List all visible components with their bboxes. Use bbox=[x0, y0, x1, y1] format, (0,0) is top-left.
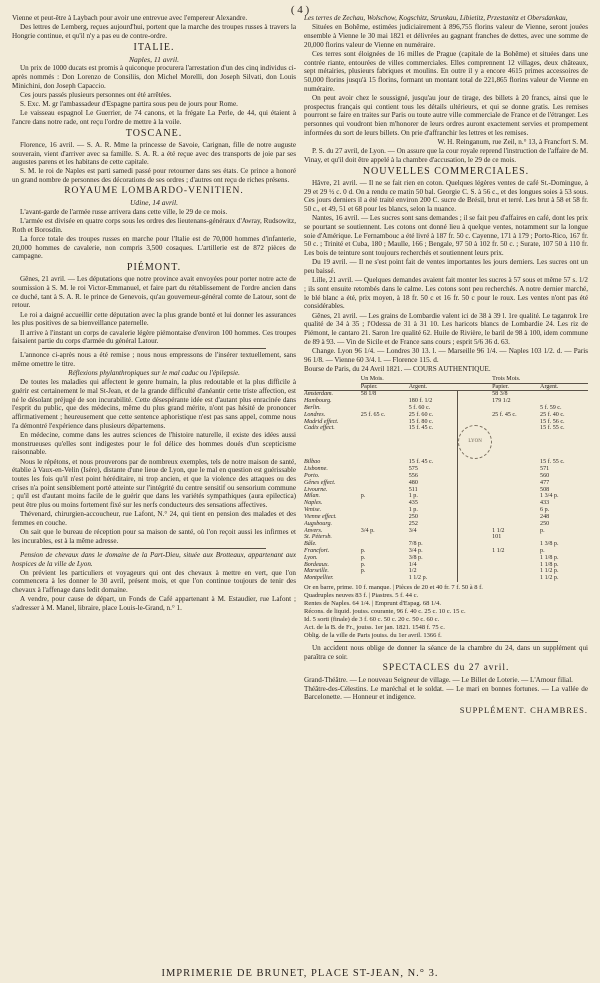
city: Livourne. bbox=[304, 486, 328, 493]
article-paragraph: Ces jours passés plusieurs personnes ont été arrêtées. bbox=[20, 90, 172, 99]
city: Bâle. bbox=[304, 541, 317, 548]
extra-rate-line: Oblig. de la ville de Paris jouiss. du 1er avril. 1366 f. bbox=[304, 631, 442, 639]
table-row bbox=[304, 473, 588, 480]
article-paragraph: L'armée est divisée en quatre corps sous les ordres des lieutenans-généraux d'Awray, Rudsowitz, Roth et Borosdin. bbox=[12, 216, 296, 234]
section-heading-spectacles: SPECTACLES du 27 avril. bbox=[382, 662, 510, 673]
city: Augsbourg. bbox=[304, 520, 333, 527]
article-paragraph: La force totale des troupes russes en marche pour l'Italie est de 70,000 hommes d'infanterie, 20,000 hommes de cavalerie, non compris 3,500 cosaques. L'artillerie est de 872 pièces de campagne. bbox=[12, 234, 296, 261]
papier-3m: 1 1/2 bbox=[492, 547, 505, 554]
lottery-paragraph: On peut avoir chez le soussigné, jusqu'au jour de tirage, des billets à 20 francs, ainsi que le prospectus français qui contient tous les détails ultérieurs, et qui se donne gratis. Les remises pourront se faire en traites sur Paris ou toute autre ville commerciale de France et de l'étranger. Les personnes qui voudront bien m'honorer de leurs ordres auront exactement servies et prompement informées du sort de leurs billets. On prie d'affranchir les lettres et les remises. bbox=[304, 93, 588, 137]
city: Berlin. bbox=[304, 404, 321, 411]
papier-1m: p. bbox=[360, 568, 366, 575]
supplement-notice: SUPPLÉMENT. CHAMBRES. bbox=[459, 705, 588, 716]
argent-3m: 1 3/4 p. bbox=[540, 493, 559, 500]
papier-1m bbox=[361, 500, 409, 507]
argent-3m: 560 bbox=[540, 473, 550, 480]
papier-1m bbox=[361, 425, 409, 459]
city: Venise. bbox=[304, 507, 322, 514]
spectacle-entry: Théâtre-des-Célestins. Le maréchal et le soldat. — Le mari en bonnes fortunes. — La vallée de Barcelonette. — Honneur et indigence. bbox=[304, 684, 588, 702]
col-papier: Papier. bbox=[361, 383, 409, 391]
argent-3m bbox=[540, 534, 588, 541]
commerce-paragraph: Nantes, 16 avril. — Les sucres sont sans demandes ; il se fait peu d'affaires en café, dont les prix se pourtant se soutiennent. Les cotons ont donné lieu à quelque ventes, notamment sur la longue soie d'Amérique. Le Fernambouc a été livré à 187 fr. 50 c. Cayenne, 171 à 179 ; Porto-Rico, 167 fr. 50 c. ; Trinité et Cuba, 180 ; Maulle, 166 ; Bengale, 97 50 à 102 fr. 50 c. ; Surate, 107 50 à 110 fr. Les bois de teinture sont toujours recherchés et soutiennent leurs prix. bbox=[304, 214, 588, 258]
stamp-cell bbox=[458, 412, 493, 419]
argent-1m: 25 f. 60 c. bbox=[408, 411, 434, 418]
table-row bbox=[304, 555, 588, 562]
argent-1m: 1 p. bbox=[408, 493, 418, 500]
papier-1m bbox=[361, 466, 409, 473]
stamp-cell bbox=[458, 528, 493, 535]
argent-3m: 6 p. bbox=[540, 507, 550, 514]
argent-3m: 477 bbox=[540, 479, 550, 486]
city: Bilbao bbox=[304, 459, 321, 466]
stamp-cell bbox=[458, 548, 493, 555]
change-paragraph: Change. Lyon 96 1/4. — Londres 30 13. l. — Marseille 96 1/4. — Naples 103 1/2. d. — Paris 96 1/8. — Vienne 60 3/4. l. — Florence 115. d. bbox=[304, 347, 588, 364]
pension-title: Pension de chevaux dans le domaine de la Part-Dieu, située aux Brotteaux, appartenant aux hospices de la ville de Lyon. bbox=[12, 550, 296, 568]
table-row bbox=[304, 398, 588, 405]
city: Cadix effect. bbox=[304, 425, 335, 432]
papier-3m bbox=[492, 514, 540, 521]
table-row bbox=[304, 534, 588, 541]
argent-3m bbox=[540, 391, 588, 398]
papier-1m: 58 1/8 bbox=[360, 391, 377, 398]
papier-1m bbox=[361, 480, 409, 487]
argent-3m: 248 bbox=[540, 513, 550, 520]
col-argent: Argent. bbox=[409, 383, 458, 391]
argent-3m: 571 bbox=[540, 466, 550, 473]
papier-1m: p. bbox=[360, 547, 366, 554]
table-row bbox=[304, 514, 588, 521]
page-number: ( 4 ) bbox=[290, 4, 310, 16]
papier-3m bbox=[492, 521, 540, 528]
papier-3m bbox=[492, 466, 540, 473]
argent-3m: 5 f. 59 c. bbox=[540, 404, 562, 411]
argent-1m: 435 bbox=[408, 500, 418, 507]
commerce-paragraph: Hâvre, 21 avril. — Il ne se fait rien en coton. Quelques légères ventes de café St.-Domingue, à 29 et 29 ½ c. 0 d. On a rendu ce matin 50 bal. Georgie C. S. à 56 c., et des longues soies à 53 sous. Ces jours derniers il a été traité environ 200 C. sucre de Brésil, brut et terré. Les brut à 58 et 58 fr. 50 c., et 49, 51 et 68 pour les blancs, selon la nuance. bbox=[304, 178, 588, 214]
table-row bbox=[304, 541, 588, 548]
table-row bbox=[304, 500, 588, 507]
divider bbox=[334, 641, 558, 642]
table-row bbox=[304, 568, 588, 575]
pension-paragraph: A vendre, pour cause de départ, un Fonds de Café appartenant à M. Estaudier, rue Lafont ; s'adresser à M. Manel, libraire, place Louis-le-Grand, n.° 1. bbox=[12, 595, 296, 613]
article-paragraph: Un prix de 1000 ducats est promis à quiconque procurera l'arrestation d'un des cinq individus ci-après nommés : Don Lorenzo de Consiliis, don Michel Morelli, don Joseph Silvati, don Louis Minichini, don Joseph Capaccio. bbox=[12, 64, 296, 90]
table-row bbox=[304, 405, 588, 412]
divider bbox=[42, 548, 266, 549]
city: Gênes effect. bbox=[304, 479, 336, 486]
intro-paragraph: Vienne et peut-être à Laybach pour avoir une entrevue avec l'empereur Alexandre. bbox=[12, 14, 248, 22]
stamp-cell bbox=[458, 473, 493, 480]
accident-paragraph: Un accident nous oblige de donner la séance de la chambre du 24, dans un supplément qui paraîtra ce soir. bbox=[304, 644, 588, 662]
argent-1m: 1 p. bbox=[408, 507, 418, 514]
table-row bbox=[304, 466, 588, 473]
papier-1m bbox=[361, 405, 409, 412]
argent-1m: 556 bbox=[408, 473, 418, 480]
stamp-cell bbox=[458, 514, 493, 521]
papier-1m: p. bbox=[360, 561, 366, 568]
argent-1m: 3/8 p. bbox=[408, 554, 423, 561]
papier-1m bbox=[361, 521, 409, 528]
argent-3m bbox=[540, 398, 588, 405]
annonce-title: Réflexions phylanthropiques sur le mal caduc ou l'épilepsie. bbox=[68, 368, 240, 377]
city: St. Pétersb. bbox=[304, 534, 332, 541]
city: Lisbonne. bbox=[304, 466, 328, 473]
stamp-cell bbox=[458, 568, 493, 575]
divider bbox=[42, 348, 266, 349]
extra-rates bbox=[304, 584, 588, 639]
city: Porto. bbox=[304, 473, 320, 480]
papier-1m: p. bbox=[360, 554, 366, 561]
city: Naples. bbox=[304, 500, 323, 507]
stamp-cell bbox=[458, 562, 493, 569]
table-row bbox=[304, 548, 588, 555]
bourse-line: Bourse de Paris, du 24 Avril 1821. — COURS AUTHENTIQUE. bbox=[304, 365, 491, 373]
stamp-cell bbox=[458, 555, 493, 562]
exchange-rates-body bbox=[304, 391, 588, 582]
annonce-paragraph: On sait que le bureau de réception pour sa maison de santé, où l'on reçoit aussi les infirmes et les incurables, est à la même adresse. bbox=[12, 528, 296, 546]
argent-3m: 508 bbox=[540, 486, 550, 493]
extra-rate-line: Rentes de Naples. 64 1/4. | Emprunt d'Espag. 68 1/4. bbox=[304, 599, 441, 607]
papier-3m: 1 1/2 bbox=[492, 527, 505, 534]
stamp-cell bbox=[458, 405, 493, 412]
section-heading-lombard: ROYAUME LOMBARDO-VENITIEN. bbox=[64, 185, 244, 196]
stamp-cell bbox=[458, 541, 493, 548]
stamp-cell bbox=[458, 425, 493, 459]
city: Londres. bbox=[304, 411, 326, 418]
right-column bbox=[304, 14, 588, 932]
papier-1m bbox=[361, 514, 409, 521]
argent-3m: 15 f. 55 c. bbox=[540, 459, 565, 466]
city: Lyon. bbox=[304, 554, 318, 561]
city: Bordeaux. bbox=[304, 561, 329, 568]
argent-3m: 15 f. 55 c. bbox=[540, 425, 565, 432]
papier-1m bbox=[361, 507, 409, 514]
argent-3m: 1 1/8 p. bbox=[540, 561, 559, 568]
stamp-cell bbox=[458, 500, 493, 507]
section-heading-italie: ITALIE. bbox=[133, 41, 175, 53]
argent-3m: 433 bbox=[540, 500, 550, 507]
section-heading-nouvelles: NOUVELLES COMMERCIALES. bbox=[362, 165, 530, 177]
argent-3m: 1 1/2 p. bbox=[540, 575, 559, 582]
stamp-cell bbox=[458, 575, 493, 582]
left-column bbox=[12, 14, 296, 932]
papier-1m: 3/4 p. bbox=[360, 527, 375, 534]
ps-paragraph: P. S. du 27 avril, de Lyon. — On assure que la cour royale reprend l'instruction de l'affaire de M. Vinay, et qu'il doit être appelé à la chambre d'accusation, le 29 de ce mois. bbox=[304, 147, 588, 164]
group-trois-mois: Trois Mois. bbox=[492, 376, 588, 383]
stamp-cell bbox=[458, 487, 493, 494]
argent-3m: 15 f. 56 c. bbox=[540, 418, 565, 425]
papier-3m: 101 bbox=[492, 534, 502, 541]
exchange-rates-table bbox=[304, 376, 588, 582]
stamp-cell bbox=[458, 480, 493, 487]
commerce-paragraph: Lille, 21 avril. — Quelques demandes avaient fait monter les sucres à 57 sous et même 57 s. 1/2 ; ils sont ensuite retombés dans le calme. Les cotons sont peu recherchés. A notre dernier marché, le blé blanc a été, prix moyen, à 18 fr. 50 c et 16 fr. 50 c pour le roux. Les ventes n'ont pas été considérables. bbox=[304, 276, 588, 311]
stamp-cell bbox=[458, 419, 493, 426]
city: Francfort. bbox=[304, 547, 330, 554]
table-row bbox=[304, 487, 588, 494]
argent-3m: 250 bbox=[540, 520, 550, 527]
papier-3m: 58 3/8 bbox=[492, 391, 508, 398]
stamp-seal-icon: LYON bbox=[458, 425, 492, 459]
stamp-cell bbox=[458, 391, 493, 398]
argent-1m: 3/4 p. bbox=[408, 547, 423, 554]
papier-3m bbox=[492, 487, 540, 494]
city: Milan. bbox=[304, 493, 321, 500]
dateline-udine: Udine, 14 avril. bbox=[129, 198, 179, 208]
section-heading-piemont: PIÉMONT. bbox=[126, 262, 182, 274]
article-paragraph: S. Exc. M. gr l'ambassadeur d'Espagne partira sous peu de jours pour Rome. bbox=[20, 99, 238, 108]
table-row bbox=[304, 507, 588, 514]
table-row bbox=[304, 562, 588, 569]
stamp-cell bbox=[458, 507, 493, 514]
papier-1m bbox=[361, 487, 409, 494]
article-paragraph: S. M. le roi de Naples est parti samedi passé pour retourner dans ses états. Ce prince a honoré un grand nombre de personnes des décorations de ses ordres ; d'autres ont reçu de riches présens. bbox=[12, 167, 296, 185]
table-row bbox=[304, 480, 588, 487]
article-paragraph: Florence, 16 avril. — S. A. R. Mme la princesse de Savoie, Carignan, fille de notre auguste souverain, vient d'arriver avec sa famille. S. A. R. a été reçue avec des transports de joie par ses augustes parens et les habitans de cette capitale. bbox=[12, 140, 296, 167]
table-row bbox=[304, 528, 588, 535]
intro-paragraph: Des lettres de Lemberg, reçues aujourd'hui, portent que la marche des troupes russes à travers la Hongrie continue, et qu'il n'y a pas eu de contre-ordre. bbox=[12, 23, 296, 40]
city: Montpellier. bbox=[304, 575, 334, 582]
lottery-paragraph: Situées en Bohême, estimées judiciairement à 896,755 florins valeur de Vienne, seront jouées ensemble à Vienne le 30 mai 1821 et délivrées au gagnant franches de dettes, avec une somme de 20,000 florins valeur de Vienne en numéraire. bbox=[304, 23, 588, 49]
extra-rate-line: Récons. de liquid. jouiss. courante, 96 f. 40 c. 25 c. 10 c. 15 c. bbox=[304, 607, 466, 615]
stamp-cell bbox=[458, 466, 493, 473]
city: Marseille. bbox=[304, 568, 329, 575]
city: Anvers. bbox=[304, 527, 323, 534]
argent-1m bbox=[409, 534, 458, 541]
papier-3m bbox=[492, 575, 540, 582]
papier-3m bbox=[492, 568, 540, 575]
argent-1m: 15 f. 80 c. bbox=[408, 418, 434, 425]
stamp-cell bbox=[458, 459, 493, 466]
commerce-paragraph: Du 19 avril. — Il ne s'est point fait de ventes importantes les jours derniers. Les sucres ont un peu baissé. bbox=[304, 258, 588, 276]
papier-3m bbox=[492, 541, 540, 548]
argent-3m: 1 1/2 p. bbox=[540, 568, 559, 575]
extra-rate-line: Act. de la B. de Fr., jouiss. 1er jan. 1821. 1548 f. 75 c. bbox=[304, 623, 445, 631]
argent-1m: 3/4 bbox=[408, 527, 417, 534]
papier-1m bbox=[361, 459, 409, 466]
argent-3m: 25 f. 40 c. bbox=[540, 411, 565, 418]
papier-3m: 25 f. 45 c. bbox=[492, 411, 517, 418]
lottery-signature: W. H. Reinganum, rue Zeil, n.° 13, à Francfort S. M. bbox=[437, 138, 588, 147]
article-paragraph: Le vaisseau espagnol Le Guerrier, de 74 canons, et la frégate La Perle, de 44, qui étaient à l'ancre dans notre rade, ont reçu l'ordre de mettre à la voile. bbox=[12, 109, 296, 126]
spectacle-entry: Grand-Théâtre. — Le nouveau Seigneur de village. — Le Billet de Loterie. — L'Amour filial. bbox=[304, 675, 573, 684]
extra-rate-line: Or en barre, prime. 10 f. manque. | Pièces de 20 et 40 fr. 7 f. 50 à 8 f. bbox=[304, 584, 483, 592]
argent-1m: 252 bbox=[408, 520, 418, 527]
papier-3m bbox=[492, 555, 540, 562]
argent-1m: 180 f. 1/2 bbox=[408, 398, 433, 405]
papier-1m bbox=[361, 575, 409, 582]
papier-3m bbox=[492, 425, 540, 459]
papier-3m bbox=[492, 507, 540, 514]
stamp-cell bbox=[458, 398, 493, 405]
city: Amsterdam. bbox=[304, 391, 334, 398]
annonce-paragraph: L'annonce ci-après nous a été remise ; nous nous empressons de l'insérer textuellement, sans même omettre le titre. bbox=[12, 350, 296, 368]
argent-3m: p. bbox=[540, 527, 545, 534]
argent-1m: 1 1/2 p. bbox=[408, 575, 428, 582]
papier-3m: 179 1/2 bbox=[492, 398, 511, 405]
city: Vienne effect. bbox=[304, 513, 337, 520]
table-row bbox=[304, 425, 588, 459]
argent-1m: 1/2 bbox=[408, 568, 417, 575]
argent-1m: 15 f. 45 c. bbox=[408, 459, 434, 466]
papier-1m bbox=[361, 419, 409, 426]
papier-3m bbox=[492, 480, 540, 487]
argent-1m: 511 bbox=[408, 486, 418, 493]
stamp-cell bbox=[458, 521, 493, 528]
pension-paragraph: On prévient les particuliers et voyageurs qui ont des chevaux à mettre en vert, que l'on commencera à les donner le 30 avril, présent mois, et que l'on continue toujours de tenir des chevaux à l'affenage dans ledit domaine. bbox=[12, 568, 296, 595]
argent-1m: 5 f. 60 c. bbox=[408, 404, 431, 411]
article-paragraph: Gênes, 21 avril. — Les députations que notre province avait envoyées pour porter notre acte de soumission à S. M. le roi Victor-Emmanuel, et faire part du rétablissement de l'ordre ancien dans ce duché, tant à S. A. R. le prince de Genevois, qu'au gouverneur-général comte de Latour, sont de retour. bbox=[12, 275, 296, 310]
extra-rate-line: Id. 5 sorti (finale) de 3 f. 60 c. 50 c. 20 c. 50 c. 60 c. bbox=[304, 615, 440, 623]
table-row bbox=[304, 459, 588, 466]
stamp-cell bbox=[458, 534, 493, 541]
argent-1m: 250 bbox=[408, 513, 418, 520]
papier-3m bbox=[492, 459, 540, 466]
papier-1m bbox=[361, 534, 409, 541]
table-row bbox=[304, 521, 588, 528]
argent-1m: 15 f. 45 c. bbox=[408, 425, 434, 432]
argent-1m: 480 bbox=[408, 479, 418, 486]
printer-imprint: IMPRIMERIE DE BRUNET, PLACE ST-JEAN, N.° 3. bbox=[161, 968, 439, 979]
papier-1m bbox=[361, 541, 409, 548]
lottery-paragraph: Ces terres sont éloignées de 16 milles de Prague (capitale de la Bohême) et situées dans une contrée riante, entourées de villes commerciales. Elles comprennent 12 villages, deux châteaux, sept métairies, plusieurs fabriques et moulins. En outre il y a encore 4615 primes accessoires de 50,000 florins jusqu'à 15 florins, formant un montant total de 221,865 florins valeur de Vienne en numéraire. bbox=[304, 49, 588, 93]
papier-3m bbox=[492, 419, 540, 426]
annonce-paragraph: Nous le répétons, et nous prouverons par de nombreux exemples, tels de notre maison de santé, établie à Vaux-en-Velin (Isère), distante d'une lieue de Lyon, que le mal en question est guérissable toutes les fois qu'il n'est point héréditaire, ni trop ancien, et que la violence des attaques ou des crises n'a point sensiblement porté atteinte sur l'intégrité du centre sensitif ou sensorium commune ; qu'il est d'autant moins facile de le guérir que dans les variétés sympathiques (aura epilectica) peut être plus ou moins fortement fixé sur les nerfs conducteurs des sensations affectives. bbox=[12, 457, 296, 510]
section-heading-toscane: TOSCANE. bbox=[125, 127, 183, 139]
article-paragraph: Le roi a daigné accueillir cette députation avec la plus grande bonté et lui donner les assurances les plus positives de sa bienveillance paternelle. bbox=[12, 310, 296, 328]
argent-1m: 7/8 p. bbox=[408, 541, 423, 548]
lottery-title: Les terres de Zechau, Wolschow, Kogschitz, Strunkau, Libietitz, Przestanitz et Obersdankau, bbox=[304, 14, 568, 22]
table-row bbox=[304, 575, 588, 582]
annonce-paragraph: De toutes les maladies qui affectent le genre humain, la plus redoutable et la plus difficile à guérir est certainement le mal St-Jean, et de la grande difficulté d'anéantir cette triste affection, est né le désolant préjugé de son incurabilité. Cette désespérante idée est d'autant plus enracinée dans l'esprit du public, que des médecins, même du plus grand mérite, n'ont pas hésité de prononcer affirmativement ; heureusement que cette sentence aphoristique n'est pas sans appel, comme nous l'a démontré l'expérience dans plusieurs départemens. bbox=[12, 378, 296, 430]
group-un-mois: Un Mois. bbox=[361, 376, 458, 383]
commerce-paragraph: Gênes, 21 avril. — Les grains de Lombardie valent ici de 38 à 39 l. 1re qualité. Le taganrok 1re qualité de 34 à 35 ; l'Odessa de 31 à 31 10. Les haricots blancs de Lombardie 24. Les riz de Piémont, le cantaro 21. Saron 1re qualité 62. Huile de Rivière, le baril de 98 à 100, idem commune de 89 à 93. — Vin de Sicile et de France sans cours ; esprit 5/6 36 d. 63. bbox=[304, 311, 588, 346]
article-paragraph: Il arrive à l'instant un corps de cavalerie légère piémontaise d'environ 100 hommes. Ces troupes faisaient partie du corps d'armée du général Latour. bbox=[12, 328, 296, 346]
article-paragraph: L'avant-garde de l'armée russe arrivera dans cette ville, le 29 de ce mois. bbox=[20, 207, 228, 216]
papier-1m bbox=[361, 473, 409, 480]
argent-3m: p. bbox=[540, 547, 545, 554]
dateline-naples: Naples, 11 avril. bbox=[128, 54, 180, 64]
papier-1m bbox=[361, 398, 409, 405]
papier-3m bbox=[492, 493, 540, 500]
papier-3m bbox=[492, 405, 540, 412]
city: Madrid effect. bbox=[304, 418, 339, 425]
city: Hambourg. bbox=[304, 398, 332, 405]
table-row bbox=[304, 412, 588, 419]
stamp-cell bbox=[458, 493, 493, 500]
extra-rate-line: Quadruples neuves 83 f. | Piastres. 5 f. 44 c. bbox=[304, 591, 419, 599]
annonce-paragraph: En médecine, comme dans les autres sciences de l'histoire naturelle, il existe des idées aussi monstrueuses qu'elles sont indigestes pour le fol délice des hommes doués d'un scepticisme raisonnable. bbox=[12, 430, 296, 457]
papier-3m bbox=[492, 473, 540, 480]
table-row bbox=[304, 493, 588, 500]
col-argent: Argent. bbox=[540, 383, 588, 391]
col-papier: Papier. bbox=[492, 383, 540, 391]
argent-3m: 1 3/8 p. bbox=[540, 541, 559, 548]
papier-3m bbox=[492, 500, 540, 507]
argent-1m: 575 bbox=[408, 466, 418, 473]
papier-1m: 25 f. 65 c. bbox=[360, 411, 386, 418]
papier-3m bbox=[492, 562, 540, 569]
papier-1m: p. bbox=[360, 493, 366, 500]
argent-3m: 1 1/8 p. bbox=[540, 554, 559, 561]
argent-1m: 1/4 bbox=[408, 561, 417, 568]
annonce-paragraph: Thévenard, chirurgien-accoucheur, rue Lafont, N.° 24, qui tient en pension des malades et des femmes en couche. bbox=[12, 510, 296, 528]
table-row bbox=[304, 391, 588, 398]
